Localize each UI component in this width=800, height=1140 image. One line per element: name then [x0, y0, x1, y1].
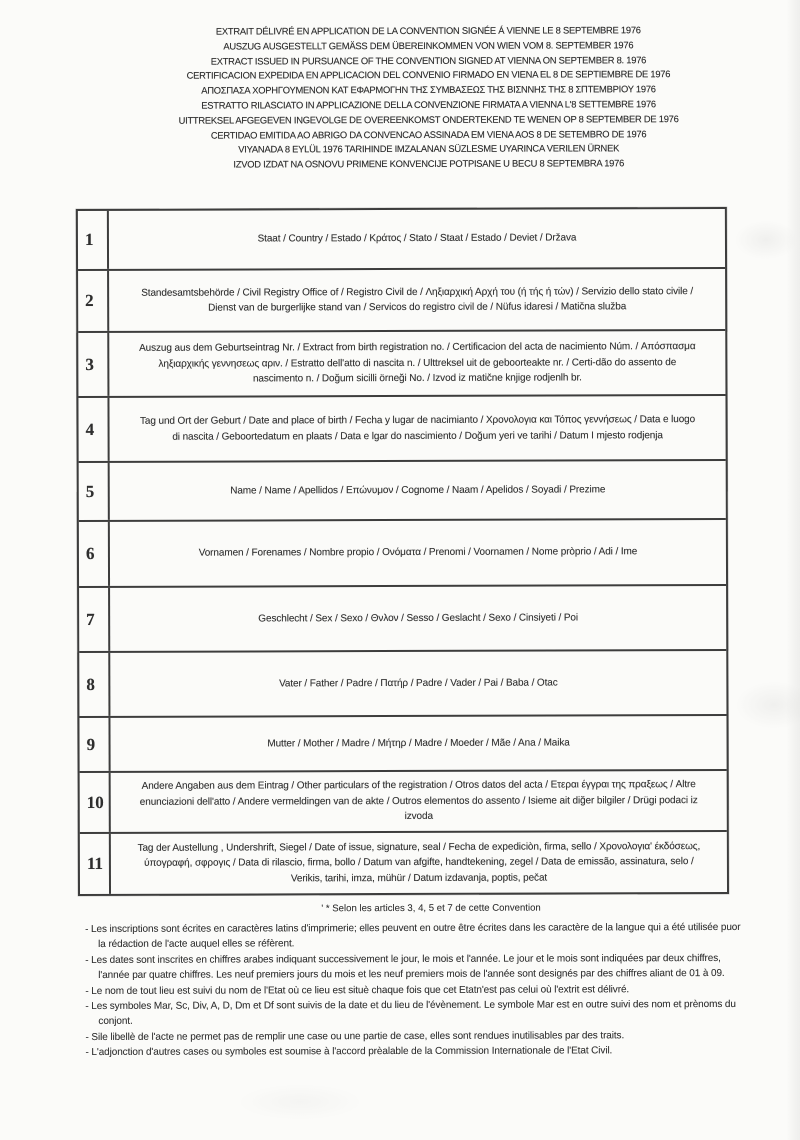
row-label: Mutter / Mother / Madre / Μήτηρ / Madre / Moeder / Mãe / Ana / Maika	[267, 737, 570, 750]
row-label: Andere Angaben aus dem Eintrag / Other particulars of the registration / Otros datos del acta / Ετεραι έγγραι της πραξεως / Altre enunciazioni dell'atto / Andere vermeldingen van de akte / Outros elementos do assento / Isieme ait diğer bilgiler / Drügi podaci iz izvoda	[139, 779, 698, 823]
row-number: 8	[79, 653, 110, 716]
row-label: Standesamtsbehörde / Civil Registry Office of / Registro Civil de / Ληξιαρχική Αρχή του (ή τής ή τών) / Servizio dello stato civile / Dienst van de burgerlijke stand van / Servicos do registro civil de / Nüfus idaresi / Matična služba	[141, 285, 694, 314]
footnotes	[85, 920, 743, 1061]
header-line-turkish: VIYANADA 8 EYLÜL 1976 TARIHINDE IMZALANAN SÜZLESME UYARINCA VERILEN ÜRNEK	[238, 142, 620, 155]
extract-form-table	[76, 207, 729, 896]
row-number: 10	[80, 773, 111, 832]
footnote-reference: ' * Selon les articles 3, 4, 5 et 7 de cette Convention	[321, 902, 541, 915]
row-number: 6	[79, 522, 110, 586]
row-number: 3	[78, 333, 109, 396]
header-line-english: EXTRACT ISSUED IN PURSUANCE OF THE CONVENTION SIGNED AT VIENNA ON SEPTEMBER 8. 1976	[210, 53, 647, 67]
header-line-german: AUSZUG AUSGESTELLT GEMÄSS DEM ÜBEREINKOMMEN VON WIEN VOM 8. SEPTEMBER 1976	[223, 39, 634, 52]
row-number: 11	[80, 834, 111, 894]
header-line-greek: ΑΠΟΣΠΑΣΑ ΧΟΡΗΓΟΥΜΕΝΟΝ ΚΑΤ ΕΦΑΡΜΟΓΗΝ ΤΗΣ ΣΥΜΒΑΣΕΩΣ ΤΗΣ ΒΙΣΝΝΗΣ ΤΗΣ 8 ΣΠΤΕΜΒΡΙΟΥ 1976	[201, 83, 656, 96]
header-line-italian: ESTRATTO RILASCIATO IN APPLICAZIONE DELLA CONVENZIONE FIRMATA A VIENNA L'8 SETTEMBRE 1976	[201, 98, 656, 111]
footnote-item: - Les dates sont inscrites en chiffres arabes indiquant successivement le jour, le mois et l'année. Le jour et le mois sont indiquées par deux chiffres, l'année par quatre chiffres. Les neuf premiers jours du mois et les neuf premiers mois de l'année sont designés par des chiffres aliant de 01 à 09.	[85, 952, 725, 982]
table-row-father	[79, 651, 726, 718]
header-line-dutch: UITTREKSEL AFGEGEVEN INGEVOLGE DE OVEREENKOMST ONDERTEKEND TE WENEN OP 8 SEPTEMBER DE 1976	[178, 112, 679, 126]
footnote-item: - Les symboles Mar, Sc, Div, A, D, Dm et Df sont suivis de la date et du lieu de l'évènement. Le symbole Mar est en outre suivi des nom et prènoms du conjont.	[85, 998, 736, 1028]
row-label: Vornamen / Forenames / Nombre propio / Ονόματα / Prenomi / Voornamen / Nome pròprio / Adi / Ime	[198, 546, 638, 559]
footnote-item: - Le nom de tout lieu est suivi du nom de l'Etat où ce lieu est situè chaque fois que cet Etatn'est pas celui où l'extrit est délivré.	[85, 983, 630, 997]
table-row-date-place-of-birth	[78, 396, 725, 463]
row-label: Auszug aus dem Geburtseintrag Nr. / Extract from birth registration no. / Certificacion del acta de nacimiento Núm. / Απόσπασμα ληξιαρχικής γεννησεως αριν. / Estratto dell'atto di nascita n. / Ulttreksel uit de geboorteakte nr. / Certi-dão do assento de nascimento n. / Doğum sicilli örneği No. / Izvod iz matične knjige rodjenlh br.	[139, 341, 696, 385]
table-row-surname	[79, 461, 726, 522]
footnote-item: - Les inscriptions sont écrites en caractères latins d'imprimerie; elles peuvent en outre être écrites dans les caractère de la langue qui a été utilisée puor la rédaction de l'acte auquel elles se réfèrent.	[85, 921, 741, 951]
row-label: Tag und Ort der Geburt / Date and place of birth / Fecha y lugar de nacimianto / Χρονολογια και Τόπος γεννήσεως / Data e luogo di nascita / Geboortedatum en plaats / Data e lgar do nascimiento / Doğum yeri ve tarihi / Datum I mjesto rodjenja	[139, 414, 696, 443]
row-number: 9	[79, 718, 110, 771]
header-line-french: EXTRAIT DÉLIVRÉ EN APPLICATION DE LA CONVENTION SIGNÉE Á VIENNE LE 8 SEPTEMBRE 1976	[215, 24, 641, 37]
document-header	[98, 23, 758, 173]
row-label: Tag der Austellung , Undershrift, Siegel / Date of issue, signature, seal / Fecha de expediciòn, firma, sello / Χρονολογια' έκδόσεως, ύπογραφή, σφρογις / Data di rilascio, firma, bollo / Datum van afgifte, handtekening, zegel / Data de emissão, assinatura, selo / Verikis, tarihi, imza, mühür / Datum izdavanja, poptis, pečat	[137, 840, 701, 885]
table-row-country	[78, 209, 725, 271]
header-line-serbocroat: IZVOD IZDAT NA OSNOVU PRIMENE KONVENCIJE POTPISANE U BECU 8 SEPTEMBRA 1976	[233, 157, 625, 170]
table-row-other-particulars	[80, 771, 727, 834]
header-line-portuguese: CERTIDAO EMITIDA AO ABRIGO DA CONVENCAO ASSINADA EM VIENA AOS 8 DE SETEMBRO DE 1976	[210, 127, 647, 141]
row-label: Geschlecht / Sex / Sexo / Θνλον / Sesso / Geslacht / Sexo / Cinsiyeti / Poi	[258, 612, 579, 625]
table-row-date-of-issue	[80, 832, 727, 894]
footnote-item: - L'adjonction d'autres cases ou symboles est soumise à l'accord prèalable de la Commission Internationale de l'Etat Civil.	[85, 1045, 613, 1059]
row-number: 7	[79, 588, 110, 651]
header-line-spanish: CERTIFICACION EXPEDIDA EN APPLICACION DEL CONVENIO FIRMADO EN VIENA EL 8 DE SEPTIEMBRE DE 1976	[186, 68, 671, 82]
row-label: Staat / Country / Estado / Κράτος / Stato / Staat / Estado / Deviet / Država	[257, 232, 577, 245]
row-number: 4	[78, 398, 109, 461]
table-row-registry-office	[78, 269, 725, 333]
row-label: Vater / Father / Padre / Πατήρ / Padre / Vader / Pai / Baba / Otac	[279, 677, 558, 690]
table-row-mother	[79, 716, 726, 773]
table-row-sex	[79, 586, 726, 653]
row-label: Name / Name / Apellidos / Επώνυμον / Cognome / Naam / Apelidos / Soyadi / Prezime	[230, 484, 606, 497]
table-row-forenames	[79, 520, 726, 588]
table-row-registration-number	[78, 331, 725, 398]
row-number: 2	[78, 271, 109, 331]
footnote-item: - Sile libellè de l'acte ne permet pas de remplir une case ou une partie de case, elles sont rendues inutilisables par des traits.	[85, 1030, 625, 1043]
row-number: 5	[79, 463, 110, 520]
row-number: 1	[78, 211, 109, 269]
